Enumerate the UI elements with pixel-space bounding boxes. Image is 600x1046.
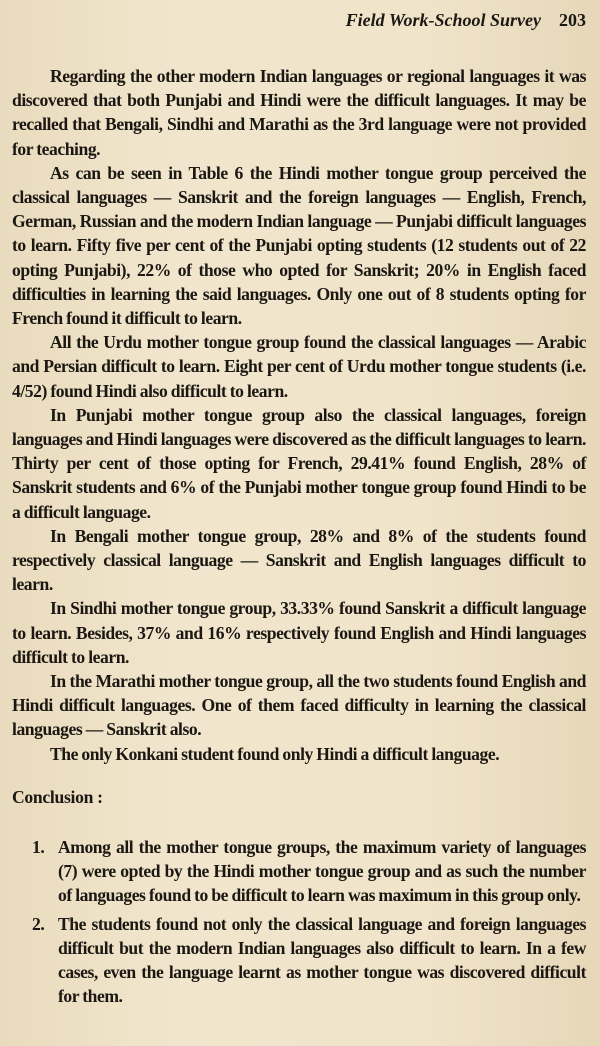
conclusion-item-number: 2.: [32, 913, 45, 934]
paragraph-urdu-group: All the Urdu mother tongue group found the classical languages — Arabic and Persian difficult to learn. Eight per cent of Urdu mother tongue students (i.e. 4/52) found Hindi also difficult to learn.: [12, 332, 586, 401]
conclusion-item: [32, 912, 586, 1009]
paragraph-konkani-student: The only Konkani student found only Hindi a difficult language.: [50, 743, 500, 764]
paragraph-hindi-group: As can be seen in Table 6 the Hindi mother tongue group perceived the classical languages — Sanskrit and the foreign languages — English, French, German, Russian and the modern Indian language — Punjabi difficult languages to learn. Fifty five per cent of the Punjabi opting students (12 students out of 22 opting Punjabi), 22% of those who opted for Sanskrit; 20% in English faced difficulties in learning the said languages. Only one out of 8 students opting for French found it difficult to learn.: [12, 162, 586, 329]
conclusion-item-text: The students found not only the classical language and foreign languages difficult but the modern Indian languages also difficult to learn. In a few cases, even the language learnt as mother tongue was discovered difficult for them.: [58, 913, 586, 1007]
paragraph-sindhi-group: In Sindhi mother tongue group, 33.33% found Sanskrit a difficult language to learn. Besides, 37% and 16% respectively found English and Hindi languages difficult to learn.: [12, 598, 586, 667]
paragraph-other-languages: Regarding the other modern Indian languages or regional languages it was discovered that both Punjabi and Hindi were the difficult languages. It may be recalled that Bengali, Sindhi and Marathi as the 3rd language were not provided for teaching.: [12, 66, 586, 159]
conclusion-heading: Conclusion :: [12, 786, 103, 807]
paragraph-marathi-group: In the Marathi mother tongue group, all the two students found English and Hindi difficult languages. One of them faced difficulty in learning the classical languages — Sanskrit also.: [12, 671, 586, 740]
conclusion-list: [12, 835, 586, 1008]
running-header: [12, 10, 586, 40]
conclusion-item-text: Among all the mother tongue groups, the maximum variety of languages (7) were opted by the Hindi mother tongue group and as such the number of languages found to be difficult to learn was maximum in this group only.: [58, 836, 586, 906]
conclusion-item-number: 1.: [32, 836, 45, 857]
paragraph-punjabi-group: In Punjabi mother tongue group also the classical languages, foreign languages and Hindi languages were discovered as the difficult languages to learn. Thirty per cent of those opting for French, 29.41% found English, 28% of Sanskrit students and 6% of the Punjabi mother tongue group found Hindi to be a difficult language.: [12, 404, 586, 522]
conclusion-item: [32, 835, 586, 908]
body-text: [12, 64, 586, 766]
page-number: 203: [559, 10, 586, 30]
running-header-title: Field Work-School Survey: [345, 10, 541, 30]
paragraph-bengali-group: In Bengali mother tongue group, 28% and 8% of the students found respectively classical language — Sanskrit and English languages difficult to learn.: [12, 525, 586, 595]
